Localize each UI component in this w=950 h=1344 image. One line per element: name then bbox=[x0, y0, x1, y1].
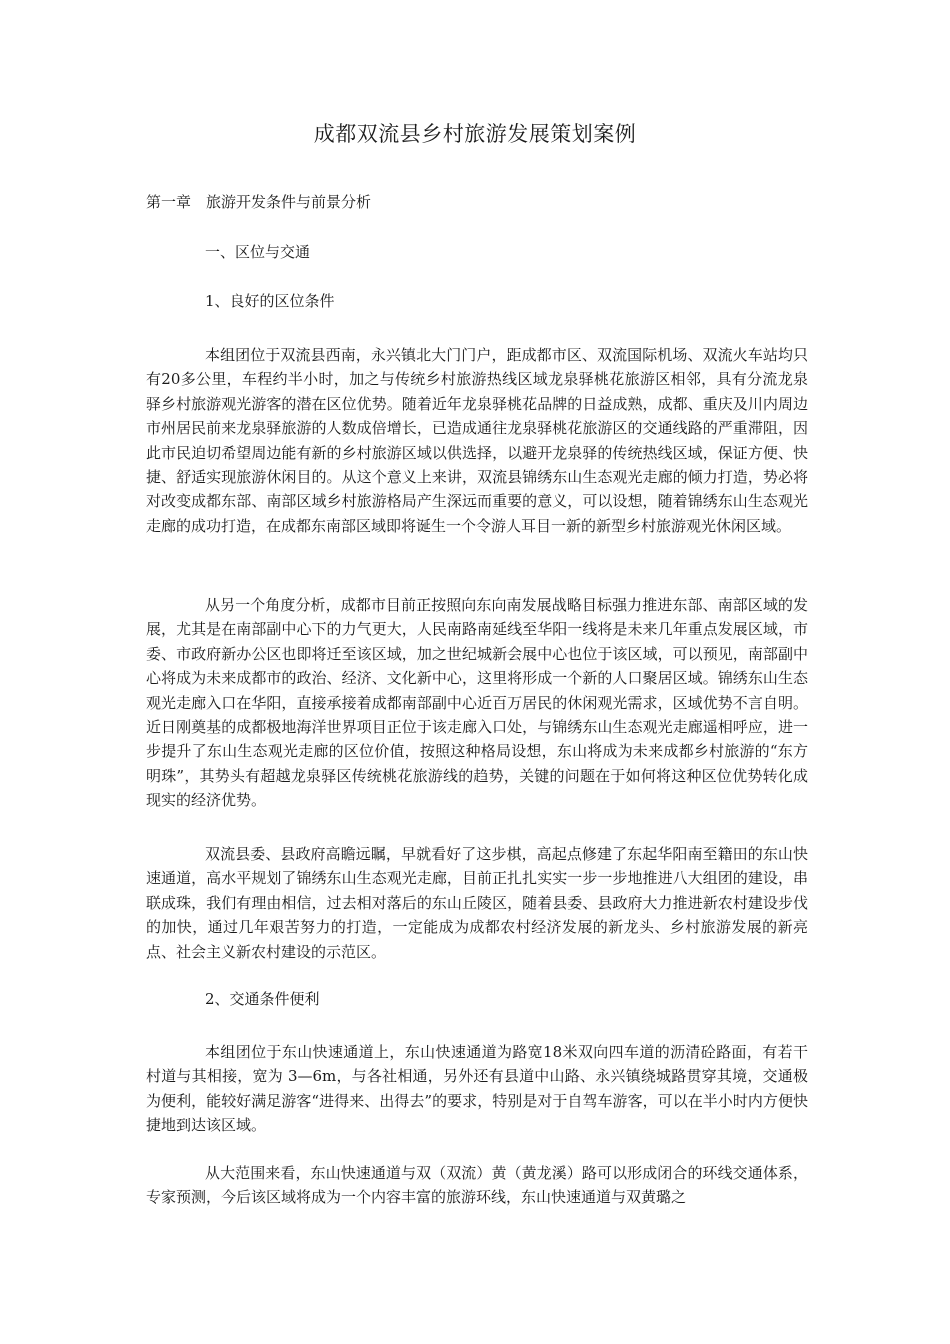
paragraph: 从另一个角度分析，成都市目前正按照向东向南发展战略目标强力推进东部、南部区域的发展，尤其是在南部副中心下的力气更大，人民南路南延线至华阳一线将是未来几年重点发展区域，市委、市政府新办公区也即将迁至该区域，加之世纪城新会展中心也位于该区域，可以预见，南部副中心将成为未来成都市的政治、经济、文化新中心，这里将形成一个新的人口聚居区域。锦绣东山生态观光走廊入口在华阳，直接承接着成都南部副中心近百万居民的休闲观光需求，区域优势不言自明。近日刚奠基的成都极地海洋世界项目正位于该走廊入口处，与锦绣东山生态观光走廊遥相呼应，进一步提升了东山生态观光走廊的区位价值，按照这种格局设想，东山将成为未来成都乡村旅游的“东方明珠”，其势头有超越龙泉驿区传统桃花旅游线的趋势，关键的问题在于如何将这种区位优势转化成现实的经济优势。 bbox=[146, 596, 808, 810]
chapter-heading: 第一章 旅游开发条件与前景分析 bbox=[146, 193, 372, 211]
paragraph: 本组团位于东山快速通道上，东山快速通道为路宽18米双向四车道的沥清砼路面，有若干村道与其相接，宽为 3—6m，与各社相通，另外还有县道中山路、永兴镇绕城路贯穿其境，交通极为便利，能较好满足游客“进得来、出得去”的要求，特别是对于自驾车游客，可以在半小时内方便快捷地到达该区域。 bbox=[146, 1043, 808, 1135]
paragraph: 双流县委、县政府高瞻远瞩，早就看好了这步棋，高起点修建了东起华阳南至籍田的东山快速通道，高水平规划了锦绣东山生态观光走廊，目前正扎扎实实一步一步地推进八大组团的建设，串联成珠，我们有理由相信，过去相对落后的东山丘陵区，随着县委、县政府大力推进新农村建设步伐的加快，通过几年艰苦努力的打造，一定能成为成都农村经济发展的新龙头、乡村旅游发展的新亮点、社会主义新农村建设的示范区。 bbox=[146, 845, 808, 961]
document-title: 成都双流县乡村旅游发展策划案例 bbox=[313, 122, 637, 146]
subsection-heading-location: 1、良好的区位条件 bbox=[205, 292, 335, 310]
section-heading: 一、区位与交通 bbox=[205, 243, 311, 261]
paragraph: 从大范围来看，东山快速通道与双（双流）黄（黄龙溪）路可以形成闭合的环线交通体系，专家预测，今后该区域将成为一个内容丰富的旅游环线，东山快速通道与双黄璐之 bbox=[146, 1164, 808, 1207]
subsection-heading-transport: 2、交通条件便利 bbox=[205, 990, 320, 1008]
paragraph: 本组团位于双流县西南，永兴镇北大门门户，距成都市区、双流国际机场、双流火车站均只有20多公里，车程约半小时，加之与传统乡村旅游热线区域龙泉驿桃花旅游区相邻，具有分流龙泉驿乡村旅游观光游客的潜在区位优势。随着近年龙泉驿桃花品牌的日益成熟，成都、重庆及川内周边市州居民前来龙泉驿旅游的人数成倍增长，已造成通往龙泉驿桃花旅游区的交通线路的严重滞阻，因此市民迫切希望周边能有新的乡村旅游区域以供选择，以避开龙泉驿的传统热线区域，保证方便、快捷、舒适实现旅游休闲目的。从这个意义上来讲，双流县锦绣东山生态观光走廊的倾力打造，势必将对改变成都东部、南部区域乡村旅游格局产生深远而重要的意义，可以设想，随着锦绣东山生态观光走廊的成功打造，在成都东南部区域即将诞生一个令游人耳目一新的新型乡村旅游观光休闲区域。 bbox=[146, 346, 808, 535]
